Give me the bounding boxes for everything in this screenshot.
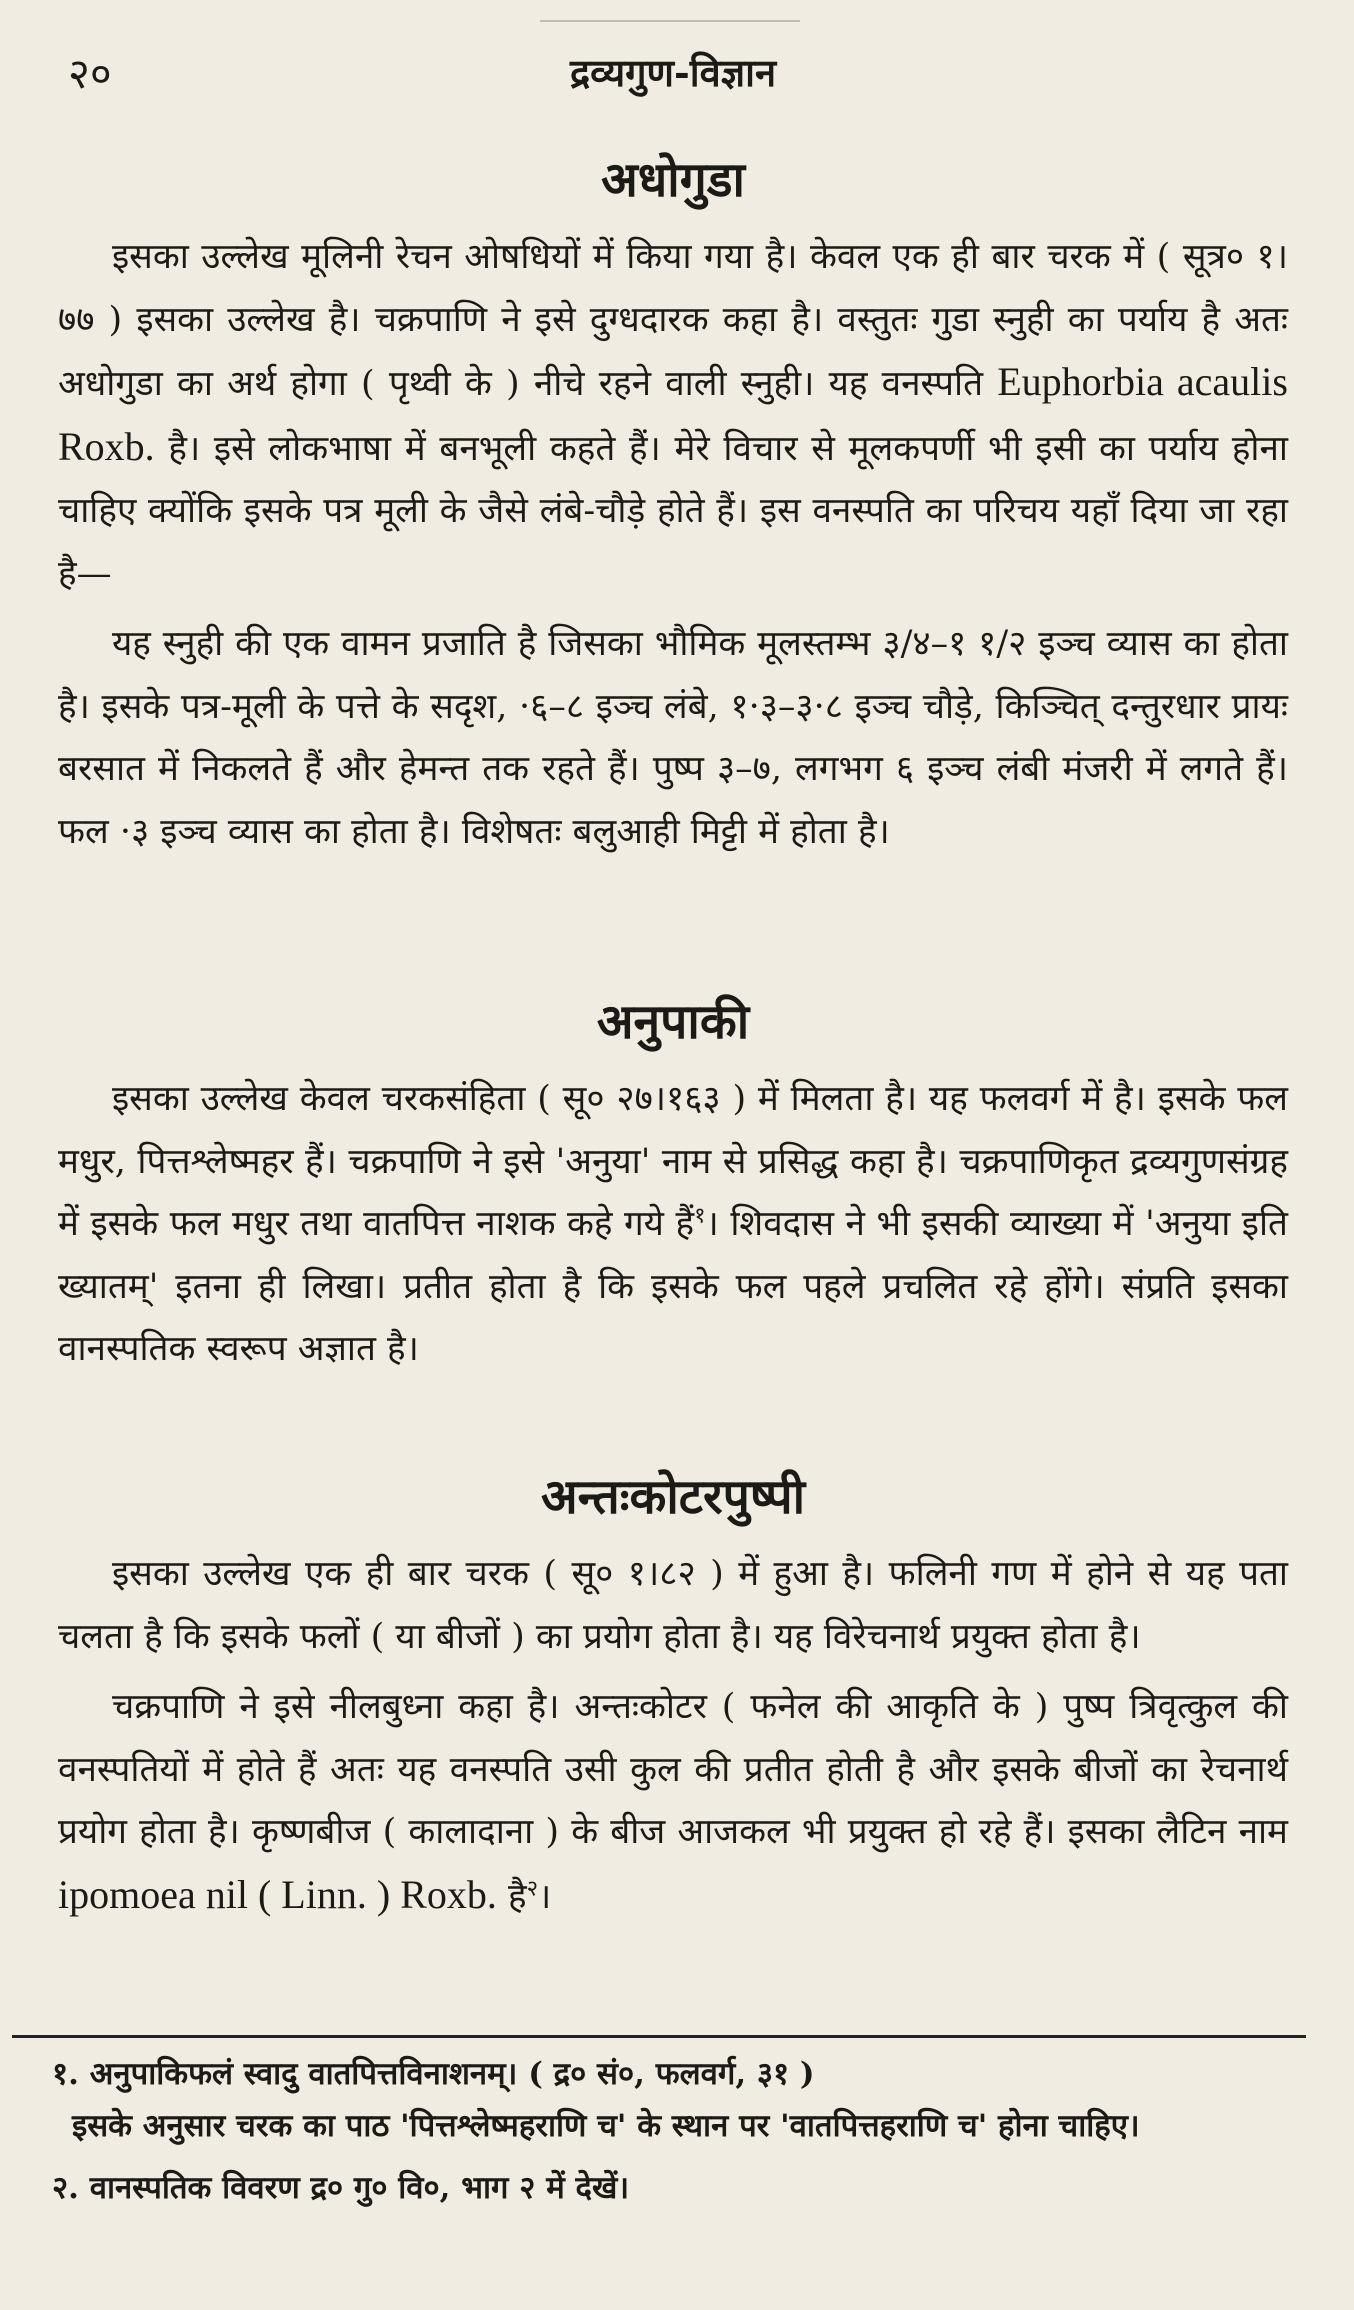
paragraph bbox=[58, 1676, 1288, 1928]
latin-name: ipomoea nil ( Linn. ) Roxb. bbox=[58, 1871, 497, 1917]
paragraph bbox=[58, 1068, 1288, 1381]
paragraph-text: यह स्नुही की एक वामन प्रजाति है जिसका भौमिक मूलस्तम्भ ३/४–१ १/२ इञ्च व्यास का होता है। इसके पत्र-मूली के पत्ते के सदृश, ·६–८ इञ्च लंबे, १·३–३·८ इञ्च चौड़े, किञ्चित् दन्तुरधार प्रायः बरसात में निकलते हैं और हेमन्त तक रहते हैं। पुष्प ३–७, लगभग ६ इञ्च लंबी मंजरी में लगते हैं। फल ·३ इञ्च व्यास का होता है। विशेषतः बलुआही मिट्टी में होता है। bbox=[58, 624, 1288, 852]
footnote-ref: २ bbox=[526, 1875, 539, 1901]
footnotes bbox=[12, 2035, 1306, 2214]
paragraph bbox=[58, 613, 1288, 863]
page-number: २० bbox=[68, 49, 112, 98]
running-head bbox=[58, 44, 1288, 104]
section-title: अन्तःकोटरपुष्पी bbox=[540, 1469, 806, 1525]
section-anupaki bbox=[58, 990, 1288, 1381]
section-title: अनुपाकी bbox=[596, 994, 750, 1050]
paragraph-text: इसका उल्लेख केवल चरकसंहिता ( सू० २७।१६३ ) में मिलता है। यह फलवर्ग में है। इसके फल मधुर, पित्तश्लेष्महर हैं। चक्रपाणि ने इसे 'अनुया' नाम से प्रसिद्ध कहा है। चक्रपाणिकृत द्रव्यगुणसंग्रह में इसके फल मधुर तथा वातपित्त नाशक कहे गये हैं bbox=[58, 1079, 1288, 1244]
book-title: द्रव्यगुण-विज्ञान bbox=[569, 50, 777, 95]
paragraph-text: । bbox=[538, 1876, 552, 1917]
paragraph bbox=[58, 226, 1288, 605]
paragraph-text: चक्रपाणि ने इसे नीलबुध्ना कहा है। अन्तःकोटर ( फनेल की आकृति के ) पुष्प त्रिवृत्कुल की वनस्पतियों में होते हैं अतः यह वनस्पति उसी कुल की प्रतीत होती है और इसके बीजों का रेचनार्थ प्रयोग होता है। कृष्णबीज ( कालादाना ) के बीज आजकल भी प्रयुक्त हो रहे हैं। इसका लैटिन नाम bbox=[58, 1687, 1288, 1852]
section-antahkotarapushpi bbox=[58, 1465, 1288, 1928]
paragraph-text: है। इसे लोकभाषा में बनभूली कहते हैं। मेरे विचार से मूलकपर्णी भी इसी का पर्याय होना चाहिए क्योंकि इसके पत्र मूली के जैसे लंबे-चौड़े होते हैं। इस वनस्पति का परिचय यहाँ दिया जा रहा है— bbox=[58, 428, 1288, 594]
paragraph-text: है bbox=[507, 1876, 527, 1917]
footnote-rule bbox=[12, 2035, 1306, 2038]
paragraph-text: इसका उल्लेख मूलिनी रेचन ओषधियों में किया गया है। केवल एक ही बार चरक में ( सूत्र० १।७७ ) इसका उल्लेख है। चक्रपाणि ने इसे दुग्धदारक कहा है। वस्तुतः गुडा स्नुही का पर्याय है अतः अधोगुडा का अर्थ होगा ( पृथ्वी के ) नीचे रहने वाली स्नुही। यह वनस्पति bbox=[58, 237, 1288, 404]
footnote-2: २. वानस्पतिक विवरण द्र० गु० वि०, भाग २ में देखें। bbox=[52, 2170, 630, 2206]
section-title: अधोगुडा bbox=[601, 152, 745, 208]
bleed-through-rule bbox=[540, 0, 800, 22]
paragraph-text: इसका उल्लेख एक ही बार चरक ( सू० १।८२ ) में हुआ है। फलिनी गण में होने से यह पता चलता है कि इसके फलों ( या बीजों ) का प्रयोग होता है। यह विरेचनार्थ प्रयुक्त होता है। bbox=[58, 1554, 1288, 1657]
footnote-ref: १ bbox=[694, 1203, 706, 1229]
footnote-1: १. अनुपाकिफलं स्वादु वातपित्तविनाशनम्। ( द्र० सं०, फलवर्ग, ३१ ) bbox=[52, 2056, 815, 2092]
paragraph bbox=[58, 1543, 1288, 1668]
footnote-1-continued: इसके अनुसार चरक का पाठ 'पित्तश्लेष्महराणि च' के स्थान पर 'वातपित्तहराणि च' होना चाहिए। bbox=[72, 2108, 1140, 2144]
latin-name: Euphorbia acaulis Roxb. bbox=[58, 359, 1288, 469]
section-adhoguda bbox=[58, 148, 1288, 863]
paragraph-text: । शिवदास ने भी इसकी व्याख्या में 'अनुया इति ख्यातम्' इतना ही लिखा। प्रतीत होता है कि इसके फल पहले प्रचलित रहे होंगे। संप्रति इसका वानस्पतिक स्वरूप अज्ञात है। bbox=[58, 1204, 1288, 1369]
